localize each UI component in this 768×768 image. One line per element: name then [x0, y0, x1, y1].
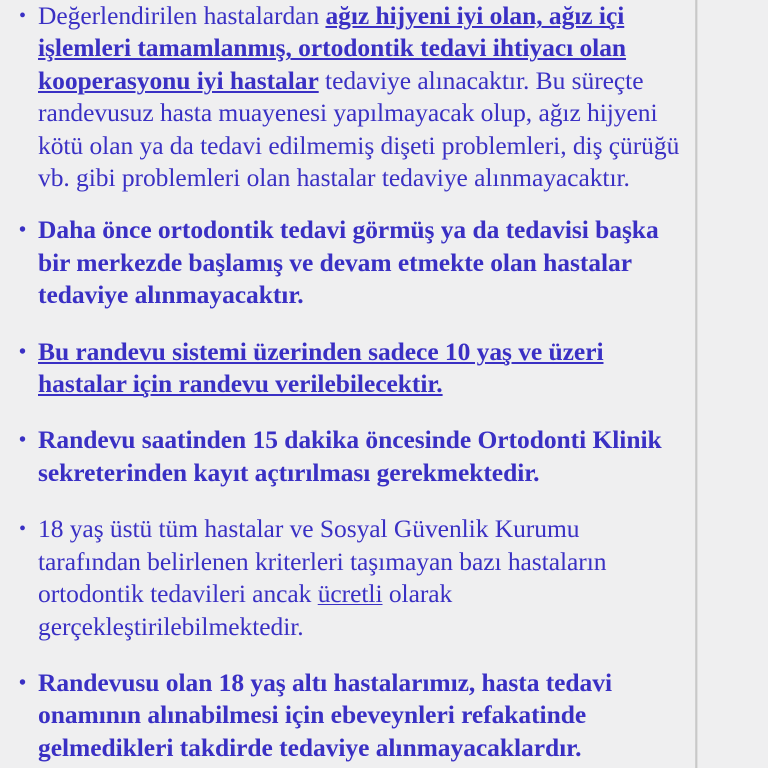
- rule-item-checkin-15min: [0, 424, 695, 489]
- bullet-point-icon: •: [19, 5, 26, 27]
- bullet-point-icon: •: [19, 340, 26, 363]
- rule-item-age-limit: [0, 336, 695, 401]
- rule-item-previous-treatment: [0, 214, 695, 311]
- bullet-point-icon: •: [19, 429, 26, 452]
- rule-text: [38, 337, 604, 398]
- rule-item-guardian-consent: [0, 667, 695, 764]
- emphasized-text: ücretli: [317, 579, 383, 609]
- text-run: 18 yaş üstü tüm hastalar ve Sosyal Güvenlik Kurumu tarafından belirlenen kriterleri taşımayan bazı hastaların ortodontik tedavileri ancak: [38, 514, 607, 609]
- rule-item-paid-treatment: [0, 513, 695, 643]
- rule-item-oral-hygiene: [0, 0, 695, 194]
- emphasized-text: Bu randevu sistemi üzerinden sadece 10 yaş ve üzeri hastalar için randevu verilebilecektir.: [38, 336, 604, 399]
- text-run: Randevusu olan 18 yaş altı hastalarımız, hasta tedavi onamının alınabilmesi için ebeveynleri refakatinde gelmedikleri takdirde tedaviye alınmayacaklardır.: [38, 667, 612, 762]
- text-run: olarak gerçekleştirilebilmektedir.: [38, 579, 453, 641]
- bullet-point-icon: •: [19, 219, 26, 242]
- rule-text: [38, 514, 606, 640]
- rule-text: [38, 1, 679, 192]
- column-divider: [695, 0, 698, 768]
- emphasized-text: ağız hijyeni iyi olan, ağız içi işlemleri tamamlanmış, ortodontik tedavi ihtiyacı olan kooperasyonu iyi hastalar: [38, 1, 627, 95]
- bullet-point-icon: •: [19, 671, 26, 694]
- text-run: tedaviye alınacaktır. Bu süreçte randevusuz hasta muayenesi yapılmayacak olup, ağız hijyeni kötü olan ya da tedavi edilmemiş dişeti problemleri, diş çürüğü vb. gibi problemleri olan hastalar tedaviye alınmayacaktır.: [38, 65, 680, 193]
- text-run: Randevu saatinden 15 dakika öncesinde Ortodonti Klinik sekreterinden kayıt açtırılması gerekmektedir.: [38, 425, 662, 487]
- rule-text: [38, 425, 662, 486]
- text-run: Daha önce ortodontik tedavi görmüş ya da tedavisi başka bir merkezde başlamış ve devam etmekte olan hastalar tedaviye alınmayacaktır.: [38, 215, 659, 310]
- bullet-point-icon: •: [19, 518, 26, 541]
- rule-text: [38, 215, 659, 309]
- text-run: Değerlendirilen hastalardan: [38, 1, 326, 30]
- rule-text: [38, 668, 612, 762]
